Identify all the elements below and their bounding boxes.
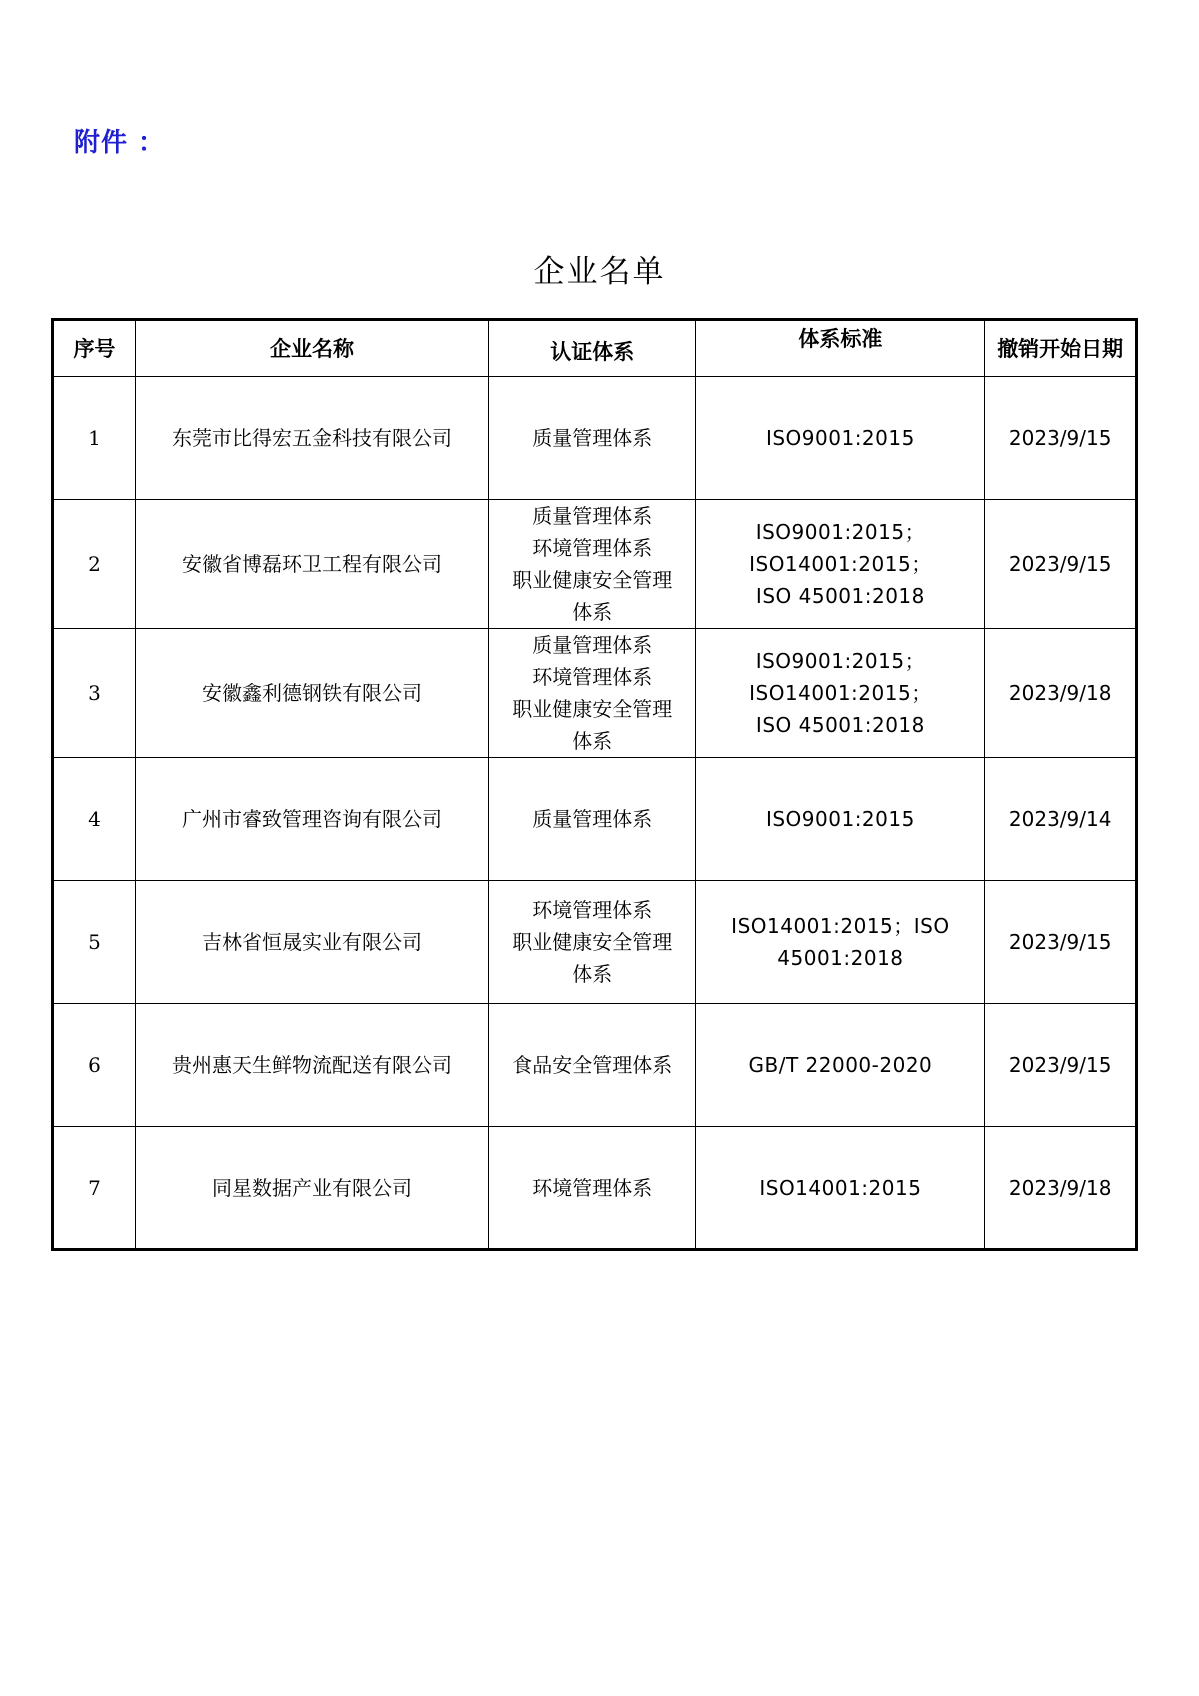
standard-line: ISO14001:2015； bbox=[749, 681, 932, 705]
cell-no: 6 bbox=[53, 1004, 136, 1127]
cell-revoke-date: 2023/9/18 bbox=[985, 1127, 1137, 1250]
table-row bbox=[53, 377, 1137, 500]
header-standard: 体系标准 bbox=[696, 320, 985, 377]
cell-standard bbox=[696, 377, 985, 500]
cell-revoke-date: 2023/9/15 bbox=[985, 500, 1137, 629]
cell-enterprise-name: 安徽省博磊环卫工程有限公司 bbox=[135, 500, 488, 629]
cell-cert-system bbox=[489, 377, 696, 500]
cell-cert-system bbox=[489, 881, 696, 1004]
cert-system-line: 质量管理体系 bbox=[532, 426, 653, 450]
header-revoke-date: 撤销开始日期 bbox=[985, 320, 1137, 377]
attachment-label: 附件 ： bbox=[74, 128, 166, 158]
cert-system-line: 体系 bbox=[572, 962, 613, 986]
standard-line: ISO9001:2015； bbox=[755, 649, 926, 673]
cell-no: 7 bbox=[53, 1127, 136, 1250]
standard-line: ISO9001:2015 bbox=[765, 426, 915, 450]
table-row bbox=[53, 1127, 1137, 1250]
cell-cert-system bbox=[489, 629, 696, 758]
cell-enterprise-name: 吉林省恒晟实业有限公司 bbox=[135, 881, 488, 1004]
cell-cert-system bbox=[489, 500, 696, 629]
cert-system-line: 环境管理体系 bbox=[532, 665, 653, 689]
cell-revoke-date: 2023/9/15 bbox=[985, 881, 1137, 1004]
cell-enterprise-name: 东莞市比得宏五金科技有限公司 bbox=[135, 377, 488, 500]
cert-system-line: 职业健康安全管理 bbox=[512, 697, 673, 721]
standard-line: ISO9001:2015； bbox=[755, 520, 926, 544]
cell-standard bbox=[696, 881, 985, 1004]
enterprise-table bbox=[51, 318, 1138, 1251]
standard-line: ISO14001:2015； bbox=[749, 552, 932, 576]
page-title: 企业名单 bbox=[533, 254, 666, 290]
standard-line: ISO 45001:2018 bbox=[755, 713, 925, 737]
cell-standard bbox=[696, 629, 985, 758]
cell-standard bbox=[696, 758, 985, 881]
cert-system-line: 质量管理体系 bbox=[532, 807, 653, 831]
cell-revoke-date: 2023/9/14 bbox=[985, 758, 1137, 881]
cert-system-line: 环境管理体系 bbox=[532, 536, 653, 560]
standard-line: ISO14001:2015；ISO bbox=[731, 914, 950, 938]
header-name: 企业名称 bbox=[135, 320, 488, 377]
cell-cert-system bbox=[489, 1004, 696, 1127]
cert-system-line: 体系 bbox=[572, 600, 613, 624]
cert-system-line: 质量管理体系 bbox=[532, 504, 653, 528]
table-row bbox=[53, 500, 1137, 629]
table-row bbox=[53, 629, 1137, 758]
standard-line: ISO 45001:2018 bbox=[755, 584, 925, 608]
table-row bbox=[53, 758, 1137, 881]
cert-system-line: 体系 bbox=[572, 729, 613, 753]
cert-system-line: 食品安全管理体系 bbox=[512, 1053, 673, 1077]
table-row bbox=[53, 1004, 1137, 1127]
cell-no: 2 bbox=[53, 500, 136, 629]
cert-system-line: 环境管理体系 bbox=[532, 1175, 653, 1200]
header-no: 序号 bbox=[53, 320, 136, 377]
cell-standard bbox=[696, 1127, 985, 1250]
cell-enterprise-name: 贵州惠天生鲜物流配送有限公司 bbox=[135, 1004, 488, 1127]
cell-no: 5 bbox=[53, 881, 136, 1004]
cell-revoke-date: 2023/9/18 bbox=[985, 629, 1137, 758]
header-system: 认证体系 bbox=[489, 320, 696, 377]
standard-line: ISO14001:2015 bbox=[759, 1175, 922, 1200]
cell-no: 3 bbox=[53, 629, 136, 758]
cell-enterprise-name: 安徽鑫利德钢铁有限公司 bbox=[135, 629, 488, 758]
table-body bbox=[53, 377, 1137, 1250]
table-row bbox=[53, 881, 1137, 1004]
standard-line: GB/T 22000-2020 bbox=[748, 1053, 933, 1077]
cert-system-line: 质量管理体系 bbox=[532, 633, 653, 657]
cert-system-line: 职业健康安全管理 bbox=[512, 568, 673, 592]
cell-enterprise-name: 同星数据产业有限公司 bbox=[135, 1127, 488, 1250]
cell-revoke-date: 2023/9/15 bbox=[985, 1004, 1137, 1127]
standard-line: ISO9001:2015 bbox=[765, 807, 915, 831]
cert-system-line: 环境管理体系 bbox=[532, 898, 653, 922]
cell-cert-system bbox=[489, 758, 696, 881]
cell-revoke-date: 2023/9/15 bbox=[985, 377, 1137, 500]
cell-standard bbox=[696, 1004, 985, 1127]
cell-cert-system bbox=[489, 1127, 696, 1250]
cert-system-line: 职业健康安全管理 bbox=[512, 930, 673, 954]
cell-no: 1 bbox=[53, 377, 136, 500]
cell-no: 4 bbox=[53, 758, 136, 881]
table-header-row bbox=[53, 320, 1137, 377]
cell-enterprise-name: 广州市睿致管理咨询有限公司 bbox=[135, 758, 488, 881]
standard-line: 45001:2018 bbox=[777, 946, 904, 970]
cell-standard bbox=[696, 500, 985, 629]
